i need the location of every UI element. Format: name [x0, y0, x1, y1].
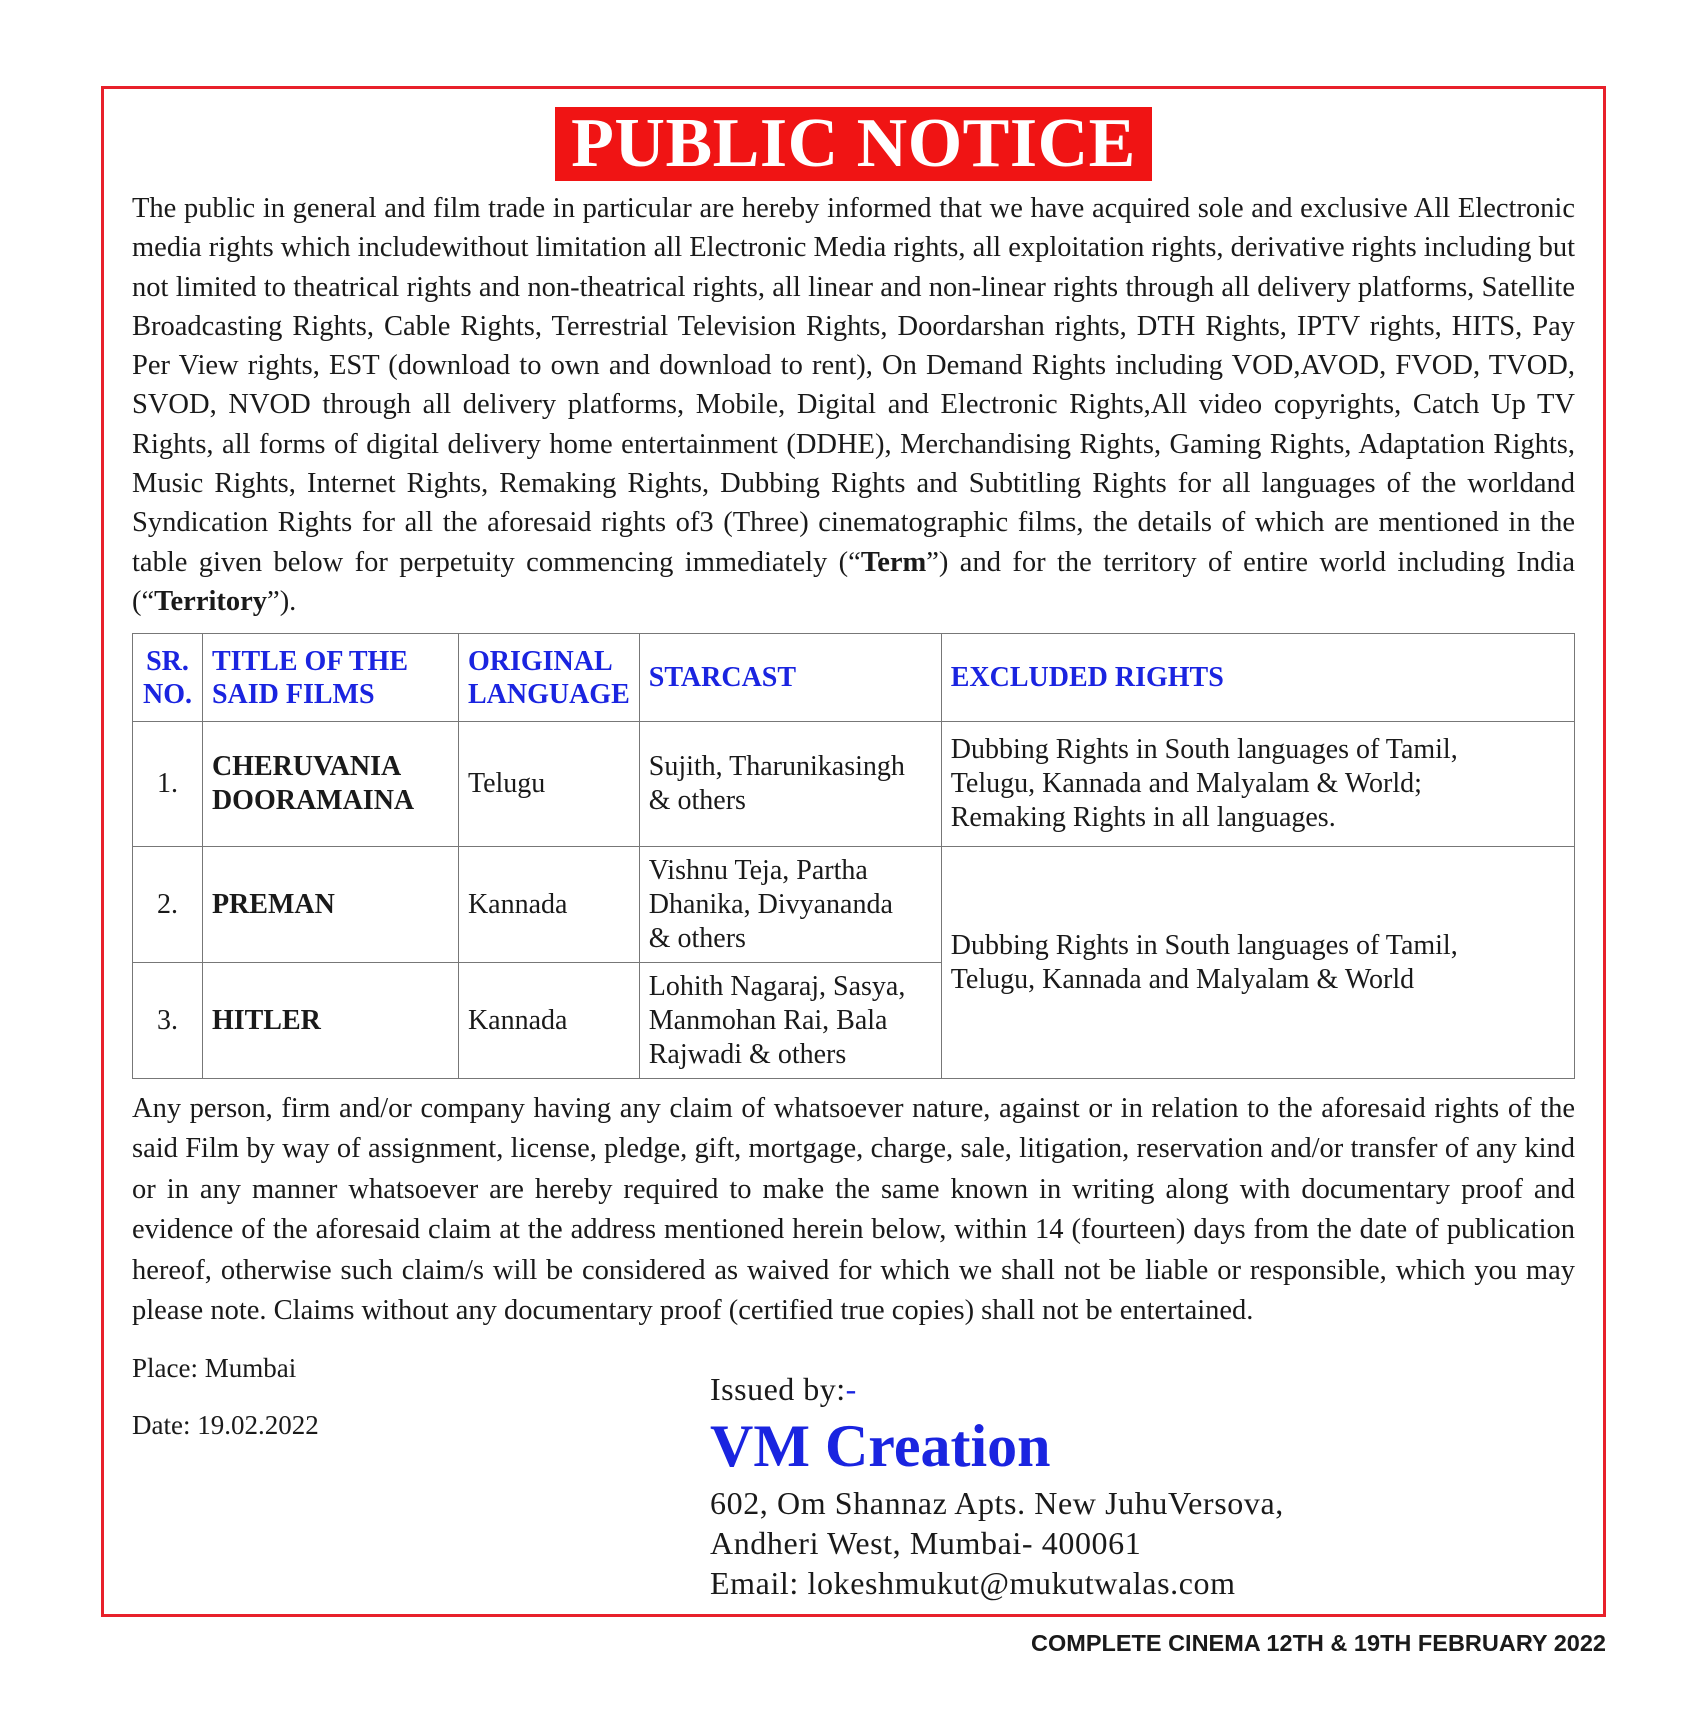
cell-excluded-rights: Dubbing Rights in South languages of Tamil, Telugu, Kannada and Malyalam & World; Remaking Rights in all languages.	[941, 722, 1574, 847]
issuer-block	[710, 1369, 1570, 1603]
publication-footer: COMPLETE CINEMA 12TH & 19TH FEBRUARY 2022	[1031, 1630, 1606, 1656]
intro-mid: ”) and for the territory of entire world including India (“	[132, 546, 1575, 617]
claims-paragraph: Any person, firm and/or company having any claim of whatsoever nature, against or in relation to the aforesaid rights of the said Film by way of assignment, license, pledge, gift, mortgage, charge, sale, litigation, reservation and/or transfer of any kind or in any manner whatsoever are hereby required to make the same known in writing along with documentary proof and evidence of the aforesaid claim at the address mentioned herein below, within 14 (fourteen) days from the date of publication hereof, otherwise such claim/s will be considered as waived for which we shall not be liable or responsible, which you may please note. Claims without any documentary proof (certified true copies) shall not be entertained.	[132, 1093, 1575, 1327]
address-line-2: Andheri West, Mumbai- 400061	[710, 1525, 1142, 1561]
intro-end: ”).	[267, 585, 297, 617]
issued-by-label: Issued by:-	[710, 1371, 857, 1407]
date-line: Date: 19.02.2022	[132, 1410, 319, 1440]
table-header-row	[133, 634, 1575, 722]
header-starcast: STARCAST	[639, 634, 941, 722]
intro-paragraph	[132, 189, 1575, 621]
company-name: VM Creation	[710, 1413, 1051, 1479]
cell-language: Telugu	[458, 722, 639, 847]
header-sr-no: SR. NO.	[133, 634, 203, 722]
term-label: Term	[860, 546, 927, 578]
cell-language: Kannada	[458, 963, 639, 1079]
table-row	[133, 722, 1575, 847]
cell-sr: 3.	[133, 963, 203, 1079]
notice-title: PUBLIC NOTICE	[555, 107, 1152, 181]
cell-sr: 2.	[133, 847, 203, 963]
table-row	[133, 847, 1575, 963]
films-table	[132, 633, 1575, 1079]
notice-frame	[101, 86, 1606, 1617]
cell-title: HITLER	[202, 963, 458, 1079]
header-language: ORIGINAL LANGUAGE	[458, 634, 639, 722]
cell-starcast: Vishnu Teja, Partha Dhanika, Divyananda & others	[639, 847, 941, 963]
place-line: Place: Mumbai	[132, 1353, 297, 1383]
cell-language: Kannada	[458, 847, 639, 963]
cell-title: PREMAN	[202, 847, 458, 963]
address-line-1: 602, Om Shannaz Apts. New JuhuVersova,	[710, 1485, 1284, 1521]
cell-sr: 1.	[133, 722, 203, 847]
header-excluded-rights: EXCLUDED RIGHTS	[941, 634, 1574, 722]
intro-text: The public in general and film trade in particular are hereby informed that we have acquired sole and exclusive All Electronic media rights which includewithout limitation all Electronic Media rights, all exploitation rights, derivative rights including but not limited to theatrical rights and non-theatrical rights, all linear and non-linear rights through all delivery platforms, Satellite Broadcasting Rights, Cable Rights, Terrestrial Television Rights, Doordarshan rights, DTH Rights, IPTV rights, HITS, Pay Per View rights, EST (download to own and download to rent), On Demand Rights including VOD,AVOD, FVOD, TVOD, SVOD, NVOD through all delivery platforms, Mobile, Digital and Electronic Rights,All video copyrights, Catch Up TV Rights, all forms of digital delivery home entertainment (DDHE), Merchandising Rights, Gaming Rights, Adaptation Rights, Music Rights, Internet Rights, Remaking Rights, Dubbing Rights and Subtitling Rights for all languages of the worldand Syndication Rights for all the aforesaid rights of3 (Three) cinematographic films, the details of which are mentioned in the table given below for perpetuity commencing immediately (“	[132, 193, 1575, 578]
title-wrap	[104, 107, 1603, 181]
cell-starcast: Sujith, Tharunikasingh & others	[639, 722, 941, 847]
address-block	[710, 1483, 1570, 1603]
cell-title: CHERUVANIA DOORAMAINA	[202, 722, 458, 847]
cell-starcast: Lohith Nagaraj, Sasya, Manmohan Rai, Bala Rajwadi & others	[639, 963, 941, 1079]
email-line: Email: lokeshmukut@mukutwalas.com	[710, 1565, 1236, 1601]
header-title: TITLE OF THE SAID FILMS	[202, 634, 458, 722]
cell-excluded-rights-shared: Dubbing Rights in South languages of Tamil, Telugu, Kannada and Malyalam & World	[941, 847, 1574, 1079]
territory-label: Territory	[154, 585, 268, 617]
